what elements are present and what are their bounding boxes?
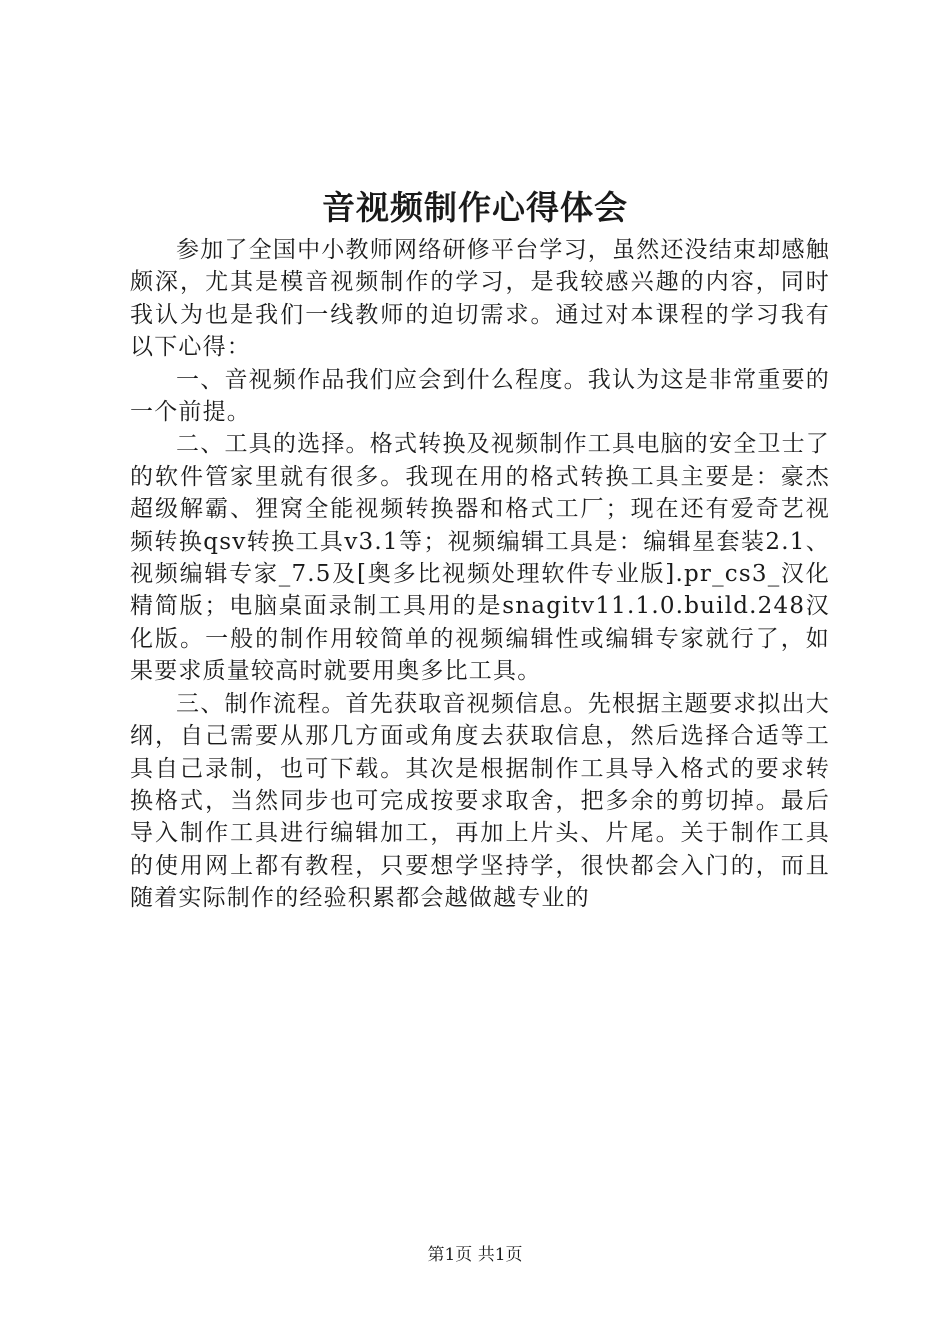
paragraph-intro: 参加了全国中小教师网络研修平台学习，虽然还没结束却感触颇深，尤其是模音视频制作的学习，是我较感兴趣的内容，同时我认为也是我们一线教师的迫切需求。通过对本课程的学习我有以下心得： — [130, 237, 830, 361]
document-body — [130, 234, 830, 915]
page-number-footer: 第1页 共1页 — [427, 1245, 523, 1265]
document-title: 音视频制作心得体会 — [322, 188, 628, 227]
paragraph-point-two: 二、工具的选择。格式转换及视频制作工具电脑的安全卫士了的软件管家里就有很多。我现在用的格式转换工具主要是：豪杰超级解霸、狸窝全能视频转换器和格式工厂；现在还有爱奇艺视频转换qsv转换工具v3.1等；视频编辑工具是：编辑星套装2.1、视频编辑专家_7.5及[奥多比视频处理软件专业版].pr_cs3_汉化精简版；电脑桌面录制工具用的是snagitv11.1.0.build.248汉化版。一般的制作用较简单的视频编辑性或编辑专家就行了，如果要求质量较高时就要用奥多比工具。 — [130, 431, 830, 685]
paragraph-point-three: 三、制作流程。首先获取音视频信息。先根据主题要求拟出大纲，自己需要从那几方面或角度去获取信息，然后选择合适等工具自己录制，也可下载。其次是根据制作工具导入格式的要求转换格式，当然同步也可完成按要求取舍，把多余的剪切掉。最后导入制作工具进行编辑加工，再加上片头、片尾。关于制作工具的使用网上都有教程，只要想学坚持学，很快都会入门的，而且随着实际制作的经验积累都会越做越专业的 — [130, 690, 830, 912]
paragraph-point-one: 一、音视频作品我们应会到什么程度。我认为这是非常重要的一个前提。 — [130, 366, 830, 426]
